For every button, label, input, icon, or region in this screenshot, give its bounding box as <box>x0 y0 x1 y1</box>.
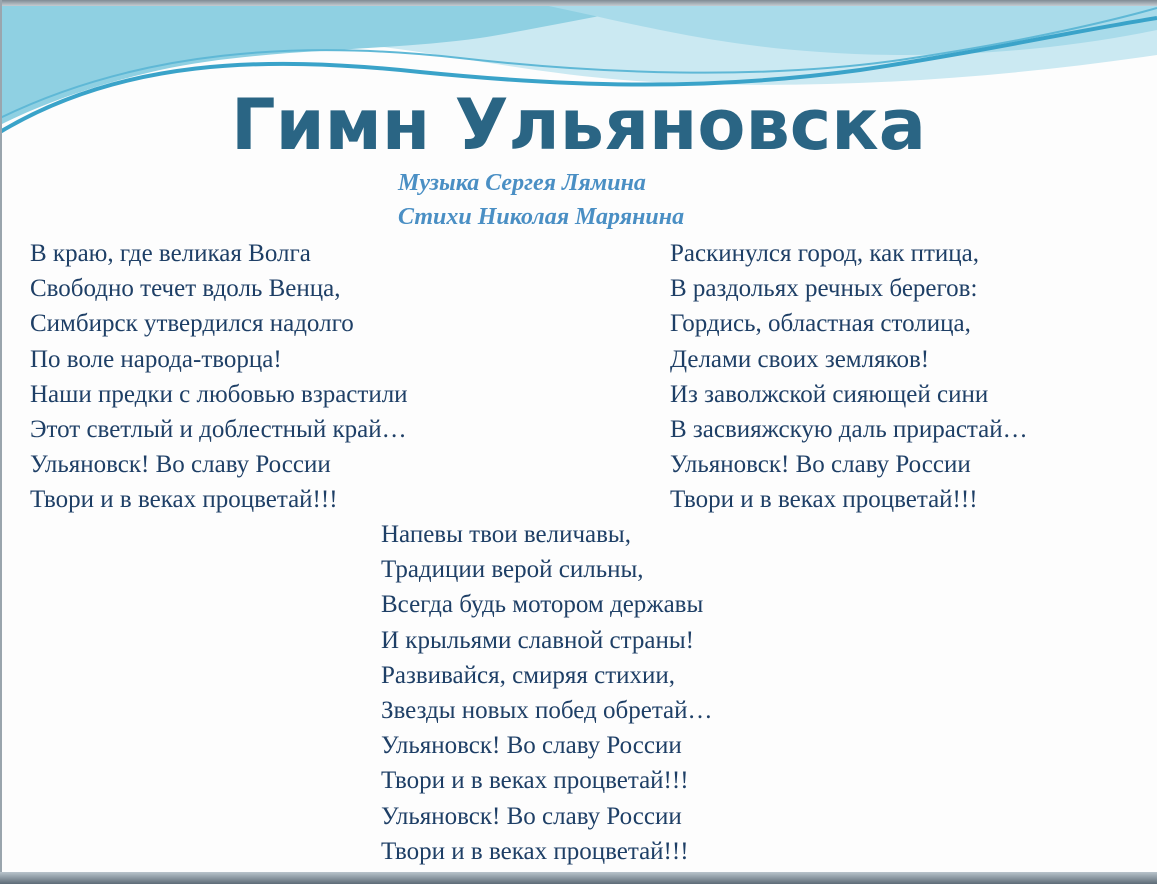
verse-line: В раздольях речных берегов: <box>670 275 978 303</box>
verse-line: В краю, где великая Волга <box>30 240 311 267</box>
verse-line: Ульяновск! Во славу России <box>381 732 682 760</box>
verse-line: Ульяновск! Во славу России <box>670 451 971 479</box>
verse-line: В засвияжскую даль прирастай… <box>670 415 1028 443</box>
verse-line: Твори и в веках процветай!!! <box>670 486 978 514</box>
verse-line: Всегда будь мотором державы <box>381 591 704 619</box>
verse-line: Напевы твои величавы, <box>381 521 631 548</box>
slide-bottom-border <box>0 872 1157 884</box>
verse-line: Этот светлый и доблестный край… <box>30 415 407 443</box>
verse-line: Гордись, областная столица, <box>670 310 971 338</box>
verse-line: Делами своих земляков! <box>670 345 930 373</box>
verse-line: Твори и в веках процветай!!! <box>381 837 689 865</box>
verse-line: Наши предки с любовью взрастили <box>30 380 408 408</box>
music-credit: Музыка Сергея Лямина <box>398 170 646 196</box>
verse-line: Ульяновск! Во славу России <box>381 802 682 830</box>
verse-line: Звезды новых побед обретай… <box>381 696 713 724</box>
verse-line: Традиции верой сильны, <box>381 556 644 584</box>
slide-left-border <box>0 0 2 884</box>
verse-left <box>30 236 408 518</box>
slide-top-border <box>0 0 1157 6</box>
verse-line: Раскинулся город, как птица, <box>670 240 980 267</box>
verse-line: По воле народа-творца! <box>30 345 282 373</box>
verse-line: Твори и в веках процветай!!! <box>381 767 689 795</box>
verse-center <box>381 517 713 869</box>
verse-line: Твори и в веках процветай!!! <box>30 486 338 514</box>
verse-line: Свободно течет вдоль Венца, <box>30 275 341 303</box>
page-title: Гимн Ульяновска <box>230 84 927 166</box>
lyrics-credit: Стихи Николая Марянина <box>398 204 685 230</box>
verse-line: Ульяновск! Во славу России <box>30 451 331 479</box>
verse-right <box>670 236 1028 518</box>
verse-line: Симбирск утвердился надолго <box>30 310 354 338</box>
verse-line: Развивайся, смиряя стихии, <box>381 661 676 689</box>
verse-line: Из заволжской сияющей сини <box>670 380 989 408</box>
verse-line: И крыльями славной страны! <box>381 626 694 654</box>
